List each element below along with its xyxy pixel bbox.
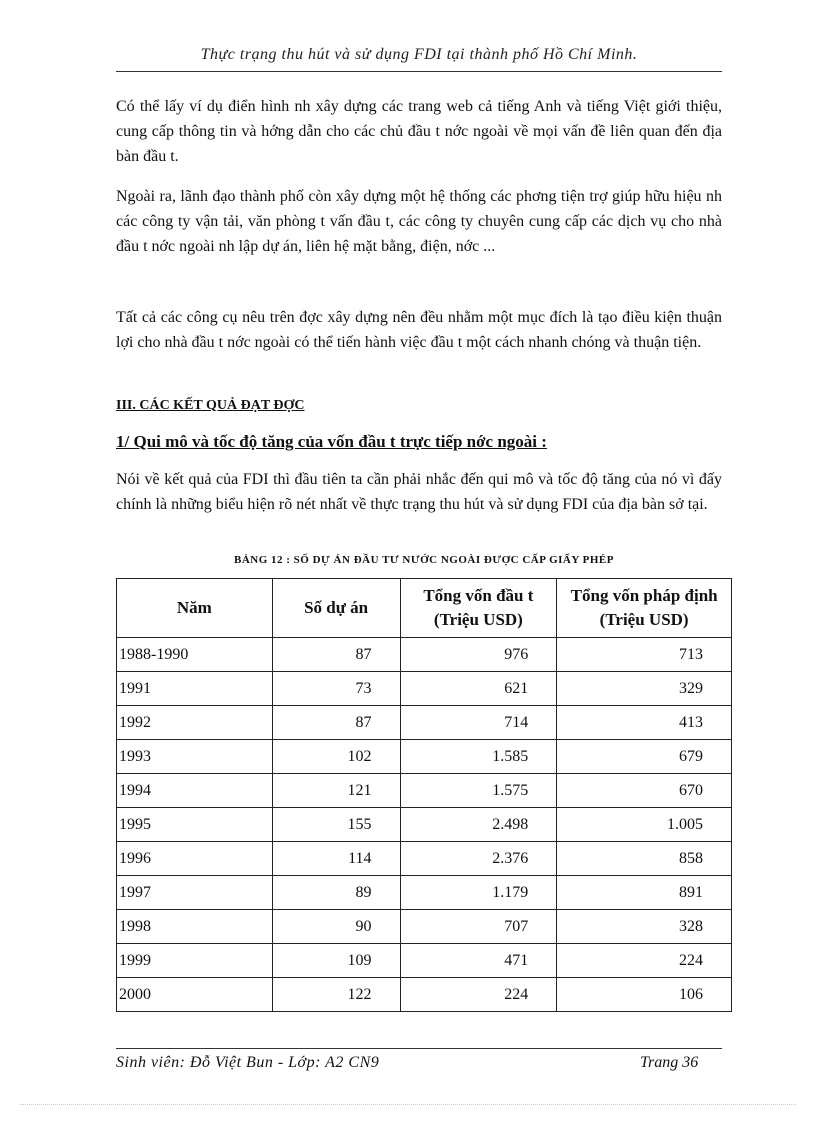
cell-projects: 155: [272, 808, 400, 842]
cell-capital: 2.376: [400, 842, 557, 876]
cell-capital: 2.498: [400, 808, 557, 842]
cell-projects: 109: [272, 944, 400, 978]
cell-projects: 121: [272, 774, 400, 808]
cell-capital: 707: [400, 910, 557, 944]
cell-projects: 122: [272, 978, 400, 1012]
cell-legal: 106: [557, 978, 732, 1012]
intro-paragraph: Nói về kết quả của FDI thì đầu tiên ta cần phải nhắc đến qui mô và tốc độ tăng của nó vì đấy chính là những biểu hiện rõ nét nhất về thực trạng thu hút và sử dụng FDI của địa bàn sở tại.: [116, 471, 722, 513]
header-rule: [116, 71, 722, 72]
table-row: [117, 774, 732, 808]
cell-capital: 1.585: [400, 740, 557, 774]
section-heading: III. CÁC KẾT QUẢ ĐẠT ĐỢC: [116, 398, 305, 413]
header-projects: Số dự án: [272, 579, 400, 638]
paragraph-2: Ngoài ra, lãnh đạo thành phố còn xây dựng một hệ thống các phơng tiện trợ giúp hữu hiệu nh các công ty vận tải, văn phòng t vấn đầu t, các công ty chuyên cung cấp các dịch vụ cho nhà đầu t nớc ngoài nh lập dự án, liên hệ mặt bằng, điện, nớc ...: [116, 188, 722, 255]
header-capital-line1: Tổng vốn đầu t: [423, 586, 534, 605]
cell-capital: 714: [400, 706, 557, 740]
cell-legal: 1.005: [557, 808, 732, 842]
cell-year: 1995: [117, 808, 273, 842]
cell-legal: 224: [557, 944, 732, 978]
cell-year: 1999: [117, 944, 273, 978]
table-row: [117, 672, 732, 706]
cell-projects: 73: [272, 672, 400, 706]
cell-capital: 1.575: [400, 774, 557, 808]
running-header: Thực trạng thu hút và sử dụng FDI tại thành phố Hồ Chí Minh.: [200, 46, 638, 63]
footer-student: Sinh viên: Đỗ Việt Bun - Lớp: A2 CN9: [116, 1054, 380, 1071]
page-edge: [20, 1104, 796, 1105]
cell-legal: 713: [557, 638, 732, 672]
cell-capital: 1.179: [400, 876, 557, 910]
cell-capital: 471: [400, 944, 557, 978]
cell-capital: 976: [400, 638, 557, 672]
cell-year: 1996: [117, 842, 273, 876]
cell-year: 1991: [117, 672, 273, 706]
table-title: BẢNG 12 : SỐ DỰ ÁN ĐẦU TƯ NƯỚC NGOÀI ĐƯỢC CẤP GIẤY PHÉP: [233, 554, 614, 566]
table-row: [117, 944, 732, 978]
table-row: [117, 740, 732, 774]
cell-legal: 670: [557, 774, 732, 808]
header-legal-line2: (Triệu USD): [599, 610, 689, 629]
cell-legal: 679: [557, 740, 732, 774]
table-header-row: [117, 579, 732, 638]
cell-year: 1998: [117, 910, 273, 944]
cell-capital: 621: [400, 672, 557, 706]
cell-legal: 891: [557, 876, 732, 910]
cell-year: 2000: [117, 978, 273, 1012]
footer-rule: [116, 1048, 722, 1049]
cell-year: 1994: [117, 774, 273, 808]
cell-projects: 89: [272, 876, 400, 910]
cell-year: 1988-1990: [117, 638, 273, 672]
table-row: [117, 706, 732, 740]
header-year: Năm: [117, 579, 273, 638]
cell-projects: 90: [272, 910, 400, 944]
cell-projects: 114: [272, 842, 400, 876]
table-row: [117, 978, 732, 1012]
table-row: [117, 876, 732, 910]
cell-legal: 329: [557, 672, 732, 706]
fdi-table: [116, 578, 732, 1012]
paragraph-1: Có thể lấy ví dụ điển hình nh xây dựng các trang web cả tiếng Anh và tiếng Việt giới thiệu, cung cấp thông tin và hớng dẫn cho các chủ đầu t nớc ngoài về mọi vấn đề liên quan đến địa bàn đầu t.: [116, 98, 722, 165]
table-row: [117, 808, 732, 842]
cell-year: 1992: [117, 706, 273, 740]
cell-projects: 87: [272, 638, 400, 672]
cell-projects: 102: [272, 740, 400, 774]
cell-legal: 328: [557, 910, 732, 944]
header-capital-line2: (Triệu USD): [433, 610, 523, 629]
cell-year: 1993: [117, 740, 273, 774]
page-number: Trang 36: [640, 1054, 699, 1071]
paragraph-3: Tất cả các công cụ nêu trên đợc xây dựng nên đều nhằm một mục đích là tạo điều kiện thuận lợi cho nhà đầu t nớc ngoài có thể tiến hành việc đầu t một cách nhanh chóng và thuận tiện.: [116, 309, 722, 351]
header-capital: [400, 579, 557, 638]
header-legal-line1: Tổng vốn pháp định: [570, 586, 718, 605]
table-body: [117, 638, 732, 1012]
header-legal: [557, 579, 732, 638]
cell-year: 1997: [117, 876, 273, 910]
table-row: [117, 638, 732, 672]
cell-capital: 224: [400, 978, 557, 1012]
subsection-heading: 1/ Qui mô và tốc độ tăng của vốn đầu t trực tiếp nớc ngoài :: [116, 432, 547, 451]
cell-legal: 413: [557, 706, 732, 740]
cell-projects: 87: [272, 706, 400, 740]
table-row: [117, 910, 732, 944]
table-row: [117, 842, 732, 876]
cell-legal: 858: [557, 842, 732, 876]
